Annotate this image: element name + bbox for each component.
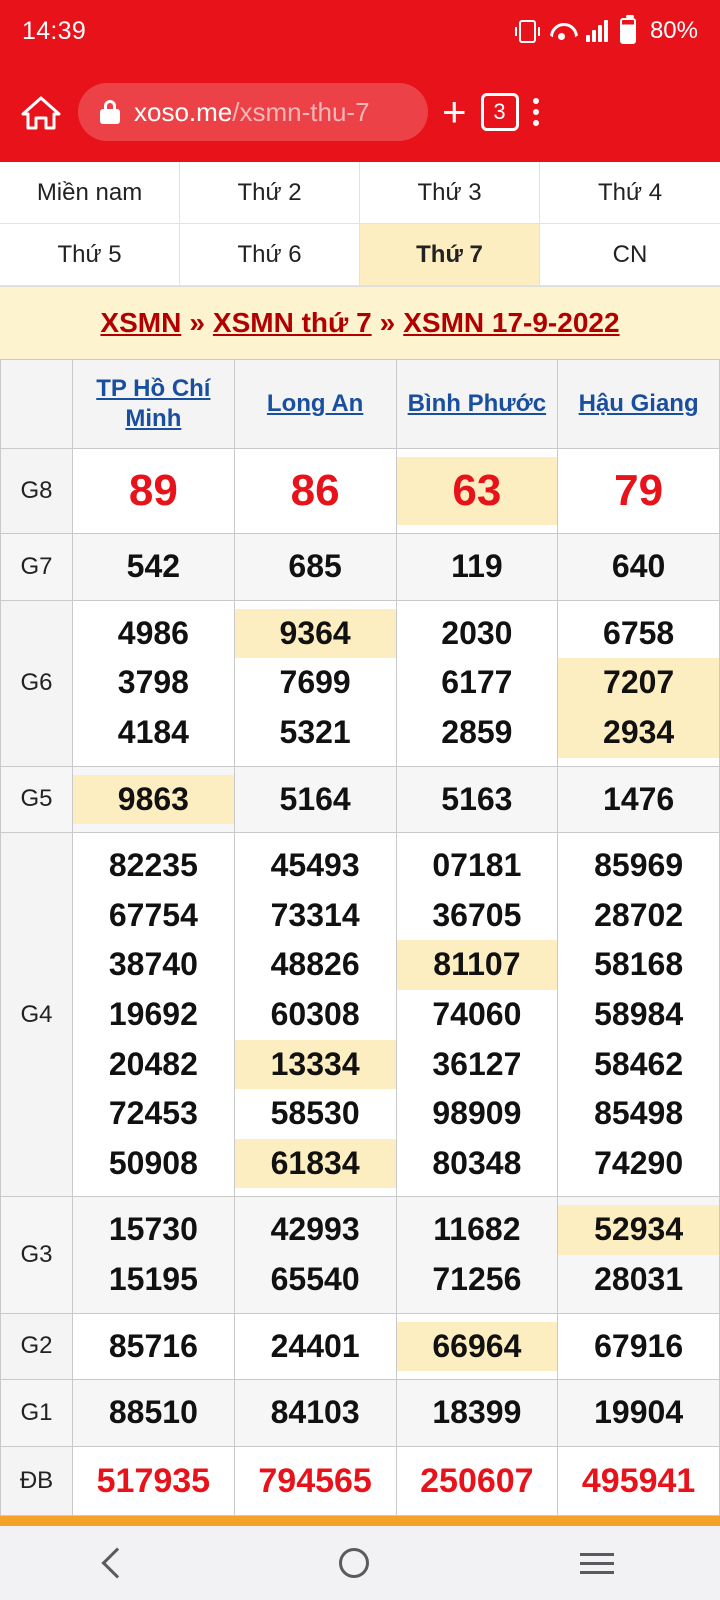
lottery-number: 5163 (441, 780, 513, 817)
prize-cell (396, 600, 558, 766)
table-row (1, 1197, 720, 1313)
table-row (1, 449, 720, 534)
table-row (1, 534, 720, 601)
lottery-number: 88510 (108, 1394, 198, 1431)
lottery-number: 9863 (73, 775, 234, 825)
prize-cell (396, 449, 558, 534)
lottery-number: 19904 (594, 1394, 684, 1431)
lottery-number: 60308 (270, 995, 360, 1032)
home-icon[interactable] (18, 89, 64, 135)
prize-cell (558, 1197, 720, 1313)
lottery-number: 86 (290, 466, 340, 515)
lottery-number: 495941 (581, 1461, 696, 1500)
lottery-number: 36705 (432, 896, 522, 933)
prize-cell (234, 534, 396, 601)
prize-cell (396, 1313, 558, 1380)
lottery-number: 542 (126, 548, 181, 585)
lottery-number: 7699 (279, 664, 351, 701)
lottery-number: 84103 (270, 1394, 360, 1431)
prize-cell (396, 1197, 558, 1313)
lottery-number: 2934 (558, 708, 719, 758)
url-path: /xsmn-thu-7 (232, 96, 370, 127)
prize-cell (234, 1446, 396, 1516)
table-corner-cell (1, 360, 73, 449)
province-header-hau-giang[interactable] (558, 360, 720, 449)
lottery-number: 3798 (117, 664, 189, 701)
lottery-number: 80348 (432, 1144, 522, 1181)
lottery-number: 52934 (558, 1205, 719, 1255)
prize-cell (396, 766, 558, 833)
lottery-number: 85969 (594, 847, 684, 884)
province-header-binh-phuoc[interactable] (396, 360, 558, 449)
prize-label: G4 (1, 833, 73, 1197)
tab-mien-nam[interactable]: Miền nam (0, 162, 180, 224)
prize-cell (558, 449, 720, 534)
prize-cell (73, 1446, 235, 1516)
lottery-number: 28702 (594, 896, 684, 933)
lottery-number: 38740 (108, 946, 198, 983)
prize-label: G5 (1, 766, 73, 833)
prize-label: G2 (1, 1313, 73, 1380)
back-chevron-icon[interactable] (101, 1547, 132, 1578)
prize-cell (558, 1446, 720, 1516)
prize-cell (558, 766, 720, 833)
breadcrumb-separator-2: » (379, 307, 396, 338)
prize-cell (73, 833, 235, 1197)
province-header-long-an[interactable] (234, 360, 396, 449)
tab-thu-7[interactable]: Thứ 7 (360, 224, 540, 286)
table-row (1, 1446, 720, 1516)
prize-cell (558, 600, 720, 766)
lottery-number: 794565 (258, 1461, 372, 1500)
prize-cell (234, 1380, 396, 1447)
status-icons (519, 17, 698, 45)
lottery-number: 73314 (270, 896, 360, 933)
lottery-number: 82235 (108, 847, 198, 884)
prize-cell (73, 600, 235, 766)
lottery-number: 2030 (441, 614, 513, 651)
table-row (1, 1380, 720, 1447)
lottery-number: 98909 (432, 1095, 522, 1132)
prize-cell (73, 766, 235, 833)
prize-cell (234, 1313, 396, 1380)
tab-cn[interactable]: CN (540, 224, 720, 286)
prize-cell (396, 833, 558, 1197)
lottery-number: 58168 (594, 946, 684, 983)
lottery-number: 9364 (235, 609, 396, 659)
lottery-number: 640 (611, 548, 666, 585)
prize-cell (234, 600, 396, 766)
lottery-number: 36127 (432, 1045, 522, 1082)
lottery-number: 85498 (594, 1095, 684, 1132)
lottery-number: 5164 (279, 780, 351, 817)
lottery-number: 15730 (108, 1211, 198, 1248)
prize-cell (73, 534, 235, 601)
prize-label: G1 (1, 1380, 73, 1447)
lottery-number: 07181 (432, 847, 522, 884)
province-label: Long An (266, 390, 364, 417)
lottery-number: 71256 (432, 1260, 522, 1297)
table-row (1, 766, 720, 833)
tab-thu-3[interactable]: Thứ 3 (360, 162, 540, 224)
lottery-number: 6758 (603, 614, 675, 651)
prize-label: G7 (1, 534, 73, 601)
lottery-number: 89 (128, 466, 178, 515)
lottery-number: 58462 (594, 1045, 684, 1082)
prize-cell (396, 1446, 558, 1516)
lottery-number: 74060 (432, 995, 522, 1032)
lottery-number: 4986 (117, 614, 189, 651)
lottery-number: 48826 (270, 946, 360, 983)
breadcrumb-link-date[interactable]: XSMN 17-9-2022 (403, 307, 620, 338)
status-bar (0, 0, 720, 62)
lottery-number: 72453 (108, 1095, 198, 1132)
lottery-number: 2859 (441, 713, 513, 750)
prize-cell (558, 833, 720, 1197)
lottery-number: 4184 (117, 713, 189, 750)
prize-cell (558, 1380, 720, 1447)
prize-cell (234, 449, 396, 534)
breadcrumb (0, 287, 720, 359)
lottery-number: 67754 (108, 896, 198, 933)
prize-cell (73, 1313, 235, 1380)
lottery-number: 119 (451, 548, 503, 585)
tab-thu-2[interactable]: Thứ 2 (180, 162, 360, 224)
battery-icon (620, 18, 636, 44)
status-clock: 14:39 (22, 16, 87, 45)
tab-thu-6[interactable]: Thứ 6 (180, 224, 360, 286)
lottery-number: 63 (397, 457, 558, 525)
lottery-number: 250607 (420, 1461, 534, 1500)
lottery-number: 5321 (279, 713, 351, 750)
home-circle-icon[interactable] (339, 1548, 369, 1578)
lottery-number: 45493 (270, 847, 360, 884)
lottery-number: 11682 (433, 1211, 521, 1248)
lottery-number: 58984 (594, 995, 684, 1032)
lottery-number: 24401 (270, 1327, 360, 1364)
tab-thu-5[interactable]: Thứ 5 (0, 224, 180, 286)
url-bar[interactable] (78, 83, 428, 141)
lottery-number: 28031 (594, 1260, 684, 1297)
lottery-number: 18399 (432, 1394, 522, 1431)
url-domain: xoso.me (134, 96, 233, 127)
system-nav-bar (0, 1526, 720, 1600)
lottery-number: 15195 (108, 1260, 198, 1297)
day-tabs (0, 162, 720, 287)
tab-count-button[interactable]: 3 (481, 93, 519, 131)
wifi-icon (548, 21, 574, 41)
prize-cell (234, 1197, 396, 1313)
lottery-number: 50908 (108, 1144, 198, 1181)
lottery-number: 61834 (235, 1139, 396, 1189)
lottery-number: 20482 (108, 1045, 198, 1082)
prize-cell (558, 1313, 720, 1380)
lottery-number: 74290 (594, 1144, 684, 1181)
kebab-menu-icon[interactable] (533, 93, 539, 131)
lottery-number: 58530 (270, 1095, 360, 1132)
vibrate-icon (519, 20, 536, 43)
province-label: Hậu Giang (578, 390, 699, 417)
prize-label: G6 (1, 600, 73, 766)
prize-label: G8 (1, 449, 73, 534)
prize-cell (234, 766, 396, 833)
table-row (1, 600, 720, 766)
new-tab-button[interactable]: + (442, 88, 467, 135)
prize-cell (396, 534, 558, 601)
prize-label: G3 (1, 1197, 73, 1313)
url-text (134, 97, 370, 128)
table-header-row (1, 360, 720, 449)
province-label: TP Hồ Chí Minh (96, 375, 211, 432)
lottery-number: 685 (288, 548, 342, 585)
lottery-number: 85716 (108, 1327, 198, 1364)
province-label: Bình Phước (407, 390, 547, 417)
lottery-number: 1476 (603, 780, 675, 817)
battery-percent: 80% (649, 17, 698, 44)
prize-cell (558, 534, 720, 601)
lottery-number: 6177 (441, 664, 513, 701)
signal-icon (586, 20, 608, 42)
prize-cell (73, 449, 235, 534)
table-row (1, 1313, 720, 1380)
lottery-number: 517935 (96, 1461, 211, 1500)
table-body (1, 449, 720, 1516)
prize-label: ĐB (1, 1446, 73, 1516)
prize-cell (73, 1197, 235, 1313)
lottery-number: 42993 (270, 1211, 360, 1248)
lottery-number: 79 (614, 466, 664, 515)
lottery-number: 19692 (108, 995, 198, 1032)
table-row (1, 833, 720, 1197)
prize-cell (234, 833, 396, 1197)
lottery-number: 81107 (397, 940, 558, 990)
breadcrumb-link-xsmn[interactable]: XSMN (100, 307, 182, 338)
lottery-number: 7207 (558, 658, 719, 708)
browser-toolbar (0, 62, 720, 162)
lottery-results-table (0, 359, 720, 1516)
prize-cell (73, 1380, 235, 1447)
lottery-number: 67916 (594, 1327, 684, 1364)
lock-icon (100, 100, 120, 124)
tab-thu-4[interactable]: Thứ 4 (540, 162, 720, 224)
lottery-number: 13334 (235, 1040, 396, 1090)
breadcrumb-link-xsmn-thu-7[interactable]: XSMN thứ 7 (212, 307, 372, 338)
lottery-number: 66964 (397, 1322, 558, 1372)
prize-cell (396, 1380, 558, 1447)
breadcrumb-separator-1: » (189, 307, 205, 338)
recents-lines-icon[interactable] (580, 1547, 614, 1580)
province-header-tp-ho-chi-minh[interactable] (73, 360, 235, 449)
lottery-number: 65540 (270, 1260, 360, 1297)
